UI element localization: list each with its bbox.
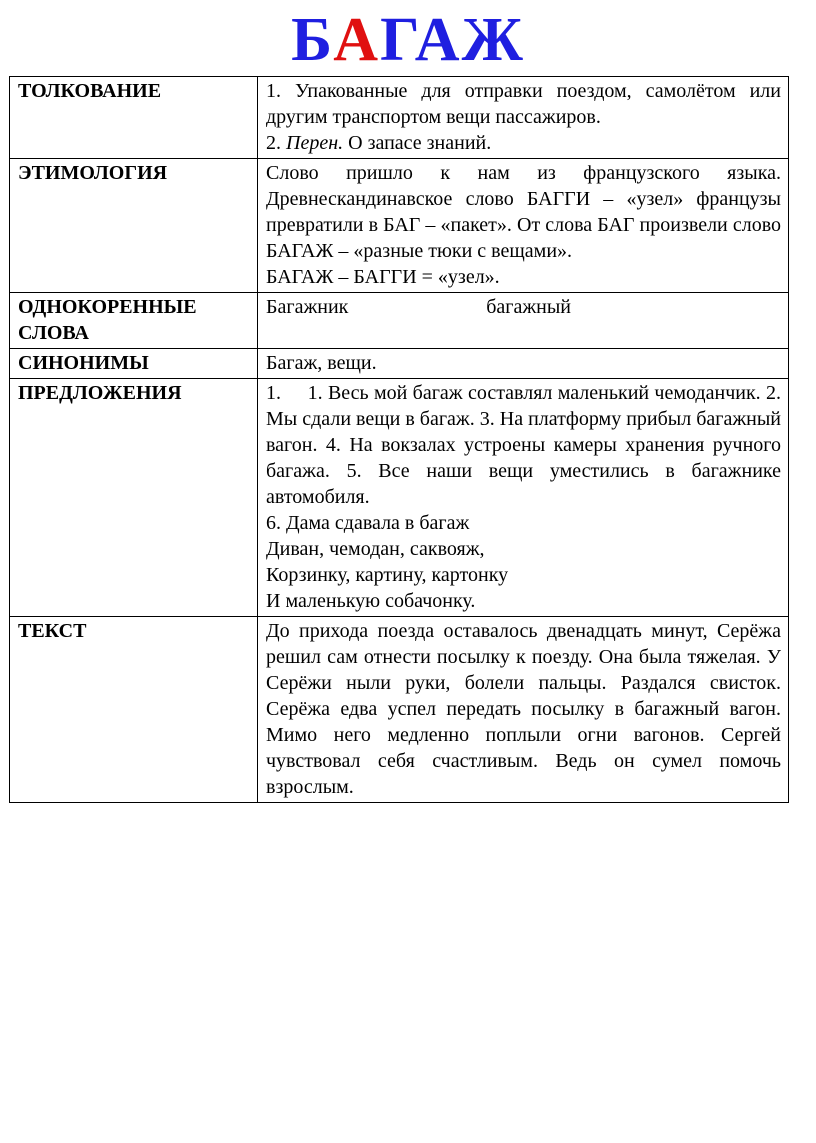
definition-2 [266, 130, 781, 156]
row-label-tekst: ТЕКСТ [10, 617, 258, 803]
related-word-2: багажный [486, 296, 571, 318]
row-value-predlozheniya [258, 379, 789, 617]
row-label-predlozheniya: ПРЕДЛОЖЕНИЯ [10, 379, 258, 617]
definition-2-text: О запасе знаний. [343, 132, 492, 154]
table-row-odnokorennye [10, 293, 789, 349]
table-row-sinonimy [10, 349, 789, 379]
table-row-tolkovanie [10, 77, 789, 159]
row-value-tekst: До прихода поезда оставалось двенадцать минут, Серёжа решил сам отнести посылку к поезду. Она была тяжелая. У Серёжи ныли руки, болели пальцы. Раздался свисток. Серёжа едва успел передать посылку в багажный вагон. Мимо него медленно поплыли огни вагонов. Сергей чувствовал себя счастливым. Ведь он сумел помочь взрослым. [258, 617, 789, 803]
page-title [0, 6, 816, 74]
title-letter-3: Г [380, 6, 415, 74]
definition-2-mark: Перен. [286, 132, 344, 154]
etymology-formula: БАГАЖ – БАГГИ = «узел». [266, 266, 500, 288]
table-row-tekst [10, 617, 789, 803]
etymology-text: Слово пришло к нам из французского языка. Древнескандинавское слово БАГГИ – «узел» французы превратили в БАГ – «пакет». От слова БАГ произвели слово БАГАЖ – «разные тюки с вещами». [266, 162, 781, 262]
row-value-etimologiya [258, 159, 789, 293]
row-value-odnokorennye [258, 293, 789, 349]
sentences-text: 1. 1. Весь мой багаж составлял маленький чемоданчик. 2. Мы сдали вещи в багаж. 3. На платформу прибыл багажный вагон. 4. На вокзалах устроены камеры хранения ручного багажа. 5. Все наши вещи уместились в багажнике автомобиля. [266, 382, 786, 508]
title-letter-4: А [414, 6, 462, 74]
poem-line-2: Диван, чемодан, саквояж, [266, 538, 485, 560]
row-label-odnokorennye: ОДНОКОРЕННЫЕ СЛОВА [10, 293, 258, 349]
definition-2-prefix: 2. [266, 132, 286, 154]
definition-1: 1. Упакованные для отправки поездом, самолётом или другим транспортом вещи пассажиров. [266, 80, 781, 128]
table-row-etimologiya [10, 159, 789, 293]
row-label-etimologiya: ЭТИМОЛОГИЯ [10, 159, 258, 293]
title-letter-2: А [333, 6, 381, 74]
table-row-predlozheniya [10, 379, 789, 617]
title-letter-1: Б [291, 6, 334, 74]
row-label-sinonimy: СИНОНИМЫ [10, 349, 258, 379]
row-value-sinonimy: Багаж, вещи. [258, 349, 789, 379]
word-card-table [9, 76, 789, 803]
related-words [266, 294, 781, 320]
poem-line-1: 6. Дама сдавала в багаж [266, 512, 470, 534]
row-label-tolkovanie: ТОЛКОВАНИЕ [10, 77, 258, 159]
row-value-tolkovanie [258, 77, 789, 159]
poem-line-4: И маленькую собачонку. [266, 590, 476, 612]
poem-line-3: Корзинку, картину, картонку [266, 564, 509, 586]
related-word-1: Багажник [266, 296, 349, 318]
title-letter-5: Ж [461, 6, 525, 74]
